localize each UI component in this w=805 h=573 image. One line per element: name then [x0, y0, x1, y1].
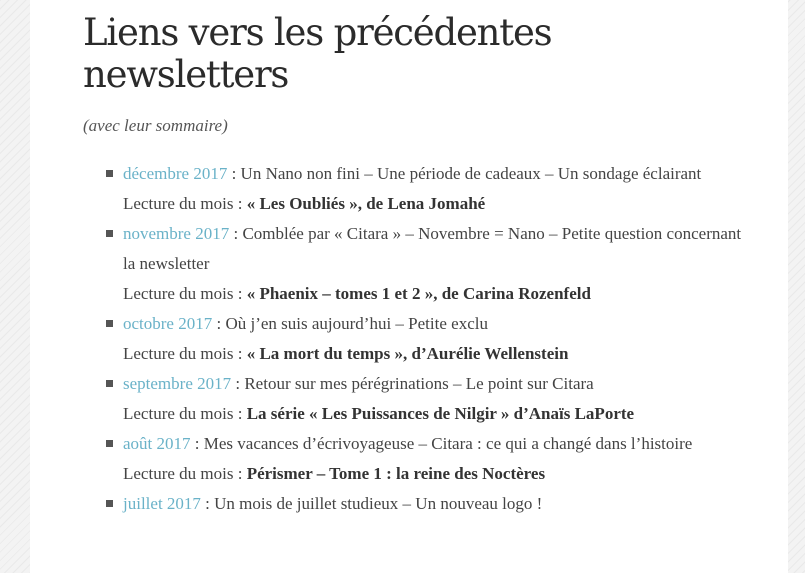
summary-text: : Retour sur mes pérégrinations – Le point sur Citara	[231, 374, 594, 393]
bullet-icon	[106, 500, 113, 507]
list-item-newsletter-0	[106, 159, 746, 219]
newsletter-link-decembre-2017[interactable]: décembre 2017	[123, 164, 228, 183]
reading-of-month	[123, 189, 746, 219]
newsletter-link-octobre-2017[interactable]: octobre 2017	[123, 314, 213, 333]
reading-prefix: Lecture du mois :	[123, 404, 247, 423]
newsletter-summary	[123, 219, 746, 279]
newsletter-summary	[123, 429, 746, 459]
newsletter-summary	[123, 489, 746, 519]
newsletter-link-septembre-2017[interactable]: septembre 2017	[123, 374, 232, 393]
newsletter-summary	[123, 369, 746, 399]
bullet-icon	[106, 170, 113, 177]
bullet-icon	[106, 380, 113, 387]
reading-of-month	[123, 459, 746, 489]
summary-text: : Où j’en suis aujourd’hui – Petite exclu	[212, 314, 488, 333]
reading-prefix: Lecture du mois :	[123, 284, 247, 303]
reading-title: La série « Les Puissances de Nilgir » d’Anaïs LaPorte	[246, 404, 635, 423]
summary-text: : Un mois de juillet studieux – Un nouveau logo !	[200, 494, 543, 513]
newsletter-list	[106, 159, 746, 519]
reading-of-month	[123, 339, 746, 369]
list-item-newsletter-4	[106, 429, 746, 489]
newsletter-summary	[123, 309, 746, 339]
page-title: Liens vers les précédentes newsletters	[83, 11, 552, 96]
bullet-icon	[106, 320, 113, 327]
reading-prefix: Lecture du mois :	[123, 194, 247, 213]
list-item-newsletter-1	[106, 219, 746, 309]
newsletter-summary	[123, 159, 746, 189]
summary-text: : Comblée par « Citara » – Novembre = Nano – Petite question concernant la newsletter	[123, 224, 742, 273]
newsletter-link-novembre-2017[interactable]: novembre 2017	[123, 224, 230, 243]
list-item-newsletter-3	[106, 369, 746, 429]
reading-prefix: Lecture du mois :	[123, 464, 247, 483]
list-item-newsletter-5	[106, 489, 746, 519]
page-subtitle: (avec leur sommaire)	[83, 116, 228, 135]
newsletter-link-juillet-2017[interactable]: juillet 2017	[123, 494, 201, 513]
list-item-newsletter-2	[106, 309, 746, 369]
reading-of-month	[123, 279, 746, 309]
summary-text: : Un Nano non fini – Une période de cadeaux – Un sondage éclairant	[227, 164, 702, 183]
newsletter-link-aout-2017[interactable]: août 2017	[123, 434, 191, 453]
bullet-icon	[106, 230, 113, 237]
reading-prefix: Lecture du mois :	[123, 344, 247, 363]
content-panel	[30, 0, 788, 573]
summary-text: : Mes vacances d’écrivoyageuse – Citara : ce qui a changé dans l’histoire	[190, 434, 693, 453]
reading-of-month	[123, 399, 746, 429]
reading-title: « La mort du temps », d’Aurélie Wellenstein	[246, 344, 569, 363]
reading-title: « Les Oubliés », de Lena Jomahé	[246, 194, 486, 213]
reading-title: Pérismer – Tome 1 : la reine des Noctères	[246, 464, 546, 483]
bullet-icon	[106, 440, 113, 447]
reading-title: « Phaenix – tomes 1 et 2 », de Carina Rozenfeld	[246, 284, 591, 303]
